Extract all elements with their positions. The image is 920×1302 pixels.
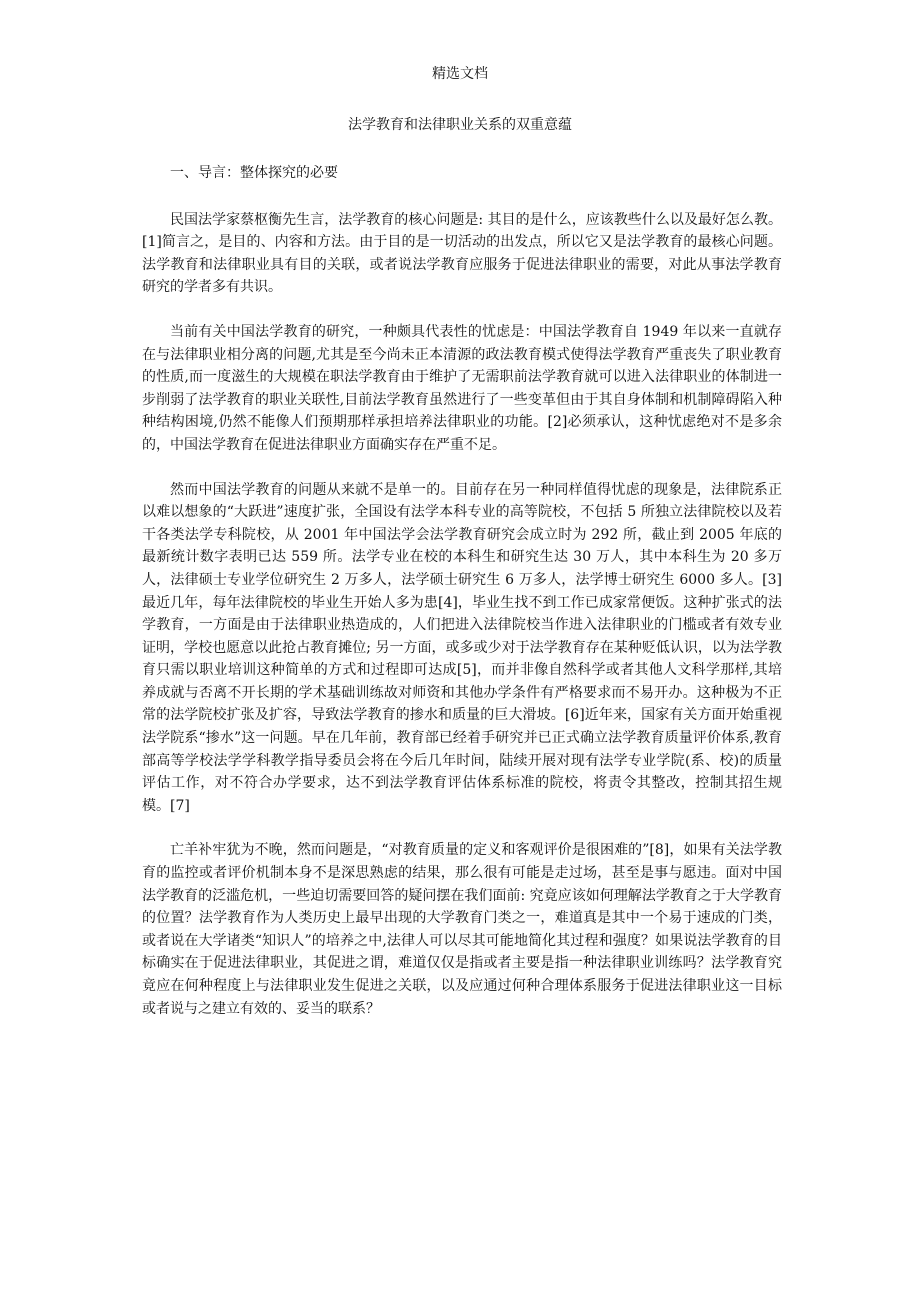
page-header: 精选文档 [432, 66, 488, 82]
paragraph-4: 亡羊补牢犹为不晚，然而问题是，“对教育质量的定义和客观评价是很困难的”[8]，如果有关法学教育的监控或者评价机制本身不是深思熟虑的结果，那么很有可能是走过场，甚至是事与愿违。面对中国法学教育的泛滥危机，一些迫切需要回答的疑问摆在我们面前: 究竟应该如何理解法学教育之于大学教育的位置？法学教育作为人类历史上最早出现的大学教育门类之一，难道真是其中一个易于速成的门类，或者说在大学诸类“知识人”的培养之中,法律人可以尽其可能地简化其过程和强度？如果说法学教育的目标确实在于促进法律职业，其促进之谓，难道仅仅是指或者主要是指一种法律职业训练吗？法学教育究竟应在何种程度上与法律职业发生促进之关联，以及应通过何种合理体系服务于促进法律职业这一目标或者说与之建立有效的、妥当的联系？ [142, 842, 782, 1017]
paragraph-1: 民国法学家蔡枢衡先生言，法学教育的核心问题是: 其目的是什么，应该教些什么以及最好怎么教。[1]简言之，是目的、内容和方法。由于目的是一切活动的出发点，所以它又是法学教育的最核心问题。法学教育和法律职业具有目的关联，或者说法学教育应服务于促进法律职业的需要，对此从事法学教育研究的学者多有共识。 [142, 211, 782, 296]
paragraph-2: 当前有关中国法学教育的研究，一种颇具代表性的忧虑是：中国法学教育自 1949 年以来一直就存在与法律职业相分离的问题,尤其是至今尚未正本清源的政法教育模式使得法学教育严重丧失了职业教育的性质,而一度滋生的大规模在职法学教育由于维护了无需职前法学教育就可以进入法律职业的体制进一步削弱了法学教育的职业关联性,目前法学教育虽然进行了一些变革但由于其自身体制和机制障碍陷入种种结构困境,仍然不能像人们预期那样承担培养法律职业的功能。[2]必须承认，这种忧虑绝对不是多余的，中国法学教育在促进法律职业方面确实存在严重不足。 [142, 323, 782, 453]
paragraph-3: 然而中国法学教育的问题从来就不是单一的。目前存在另一种同样值得忧虑的现象是，法律院系正以难以想象的“大跃进”速度扩张，全国设有法学本科专业的高等院校，不包括 5 所独立法律院校以及若干各类法学专科院校，从 2001 年中国法学会法学教育研究会成立时为 292 所，截止到 2005 年底的最新统计数字表明已达 559 所。法学专业在校的本科生和研究生达 30 万人，其中本科生为 20 多万人，法律硕士专业学位研究生 2 万多人，法学硕士研究生 6 万多人，法学博士研究生 6000 多人。[3]最近几年，每年法律院校的毕业生开始人多为患[4]，毕业生找不到工作已成家常便饭。这种扩张式的法学教育，一方面是由于法律职业热造成的，人们把进入法律院校当作进入法律职业的门槛或者有效专业证明，学校也愿意以此抢占教育摊位; 另一方面，或多或少对于法学教育存在某种贬低认识，以为法学教育只需以职业培训这种简单的方式和过程即可达成[5]，而并非像自然科学或者其他人文科学那样,其培养成就与否离不开长期的学术基础训练故对师资和其他办学条件有严格要求而不易开办。这种极为不正常的法学院校扩张及扩容，导致法学教育的掺水和质量的巨大滑坡。[6]近年来，国家有关方面开始重视法学院系“掺水”这一问题。早在几年前，教育部已经着手研究并已正式确立法学教育质量评价体系,教育部高等学校法学学科教学指导委员会将在今后几年时间，陆续开展对现有法学专业学院(系、校)的质量评估工作，对不符合办学要求，达不到法学教育评估体系标准的院校，将责令其整改，控制其招生规模。[7] [142, 481, 782, 814]
section-heading: 一、导言：整体探究的必要 [170, 165, 338, 181]
document-title: 法学教育和法律职业关系的双重意蕴 [348, 117, 572, 133]
document-body [142, 162, 782, 1042]
